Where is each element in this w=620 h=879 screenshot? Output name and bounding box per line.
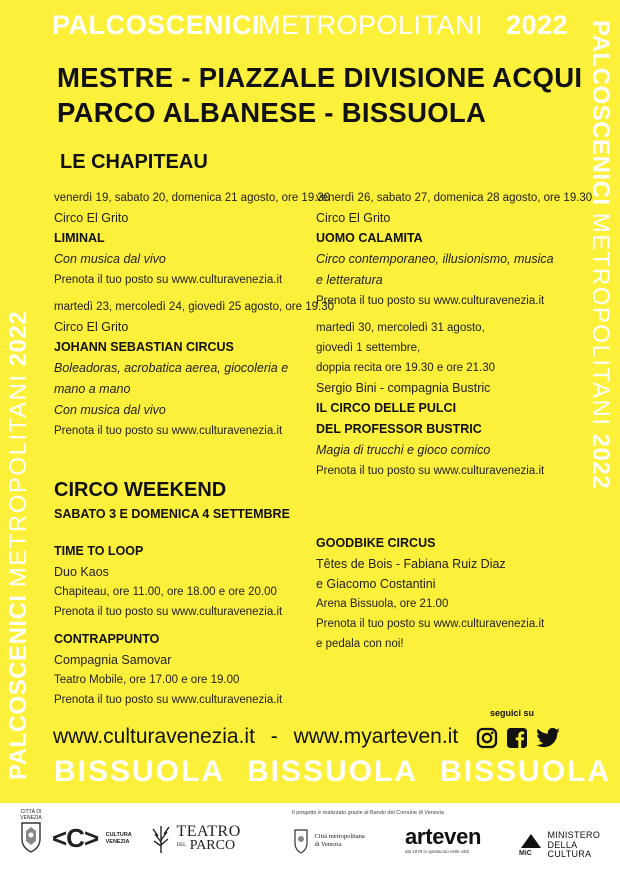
frame-left-word-1: PALCOSCENICI: [5, 594, 32, 780]
social-block: [476, 708, 576, 749]
event-description: Boleadoras, acrobatica aerea, giocoleria e: [54, 361, 289, 375]
event-detail: Chapiteau, ore 11.00, ore 18.00 e ore 20.00: [54, 586, 277, 598]
teatro-label: TEATRO: [176, 822, 241, 840]
frame-top-word-3: 2022: [506, 10, 569, 40]
event-title: TIME TO LOOP: [54, 544, 144, 558]
event-company: Duo Kaos: [54, 565, 109, 579]
ministero-label-3: CULTURA: [547, 849, 592, 859]
event-date: martedì 23, mercoledì 24, giovedì 25 agosto, ore 19.30: [54, 301, 335, 313]
venezia-crest-caption: CITTÀ DI VENEZIA: [20, 809, 42, 821]
booking-link[interactable]: Prenota il tuo posto su www.culturavenezia.it: [54, 274, 283, 286]
citta-metropolitana-logo: [292, 827, 365, 855]
frame-left-band: [5, 311, 33, 780]
event-description: mano a mano: [54, 382, 131, 396]
arteven-logo: [405, 825, 481, 854]
frame-top-word-2: METROPOLITANI: [258, 10, 484, 40]
event-description: Magia di trucchi e gioco comico: [316, 443, 491, 457]
chapiteau-title: LE CHAPITEAU: [60, 151, 208, 173]
event-title: JOHANN SEBASTIAN CIRCUS: [54, 340, 234, 354]
heading-line-1: MESTRE - PIAZZALE DIVISIONE ACQUI: [57, 62, 583, 93]
frame-bottom-word-2: BISSUOLA: [247, 755, 419, 788]
frame-bottom-word-3: BISSUOLA: [440, 755, 612, 788]
event-description: e letteratura: [316, 273, 383, 287]
tree-icon: [150, 824, 172, 854]
frame-left-word-3: 2022: [5, 310, 32, 367]
weekend-left-column: [54, 541, 282, 710]
event-date: giovedì 1 settembre,: [316, 342, 421, 354]
follow-label: seguici su: [489, 708, 534, 718]
twitter-icon[interactable]: [536, 727, 561, 749]
mic-emblem-icon: [519, 832, 543, 850]
venezia-crest-logo: [20, 809, 42, 858]
del-label: DEL: [176, 842, 187, 848]
metro-label-1: Città metropolitana: [314, 833, 365, 840]
event-description: Con musica dal vivo: [54, 252, 166, 266]
venezia-crest-icon: [20, 821, 42, 853]
frame-top-word-1: PALCOSCENICI: [52, 10, 261, 40]
myarteven-link[interactable]: www.myarteven.it: [293, 725, 459, 748]
event-company: Compagnia Samovar: [54, 653, 172, 667]
frame-bottom-band: [54, 755, 620, 789]
event-detail: Teatro Mobile, ore 17.00 e ore 19.00: [54, 674, 240, 686]
weekend-title: CIRCO WEEKEND: [54, 479, 227, 501]
arteven-tagline: dal 1979 lo spettacolo nelle città: [405, 849, 470, 854]
ministero-label-1: MINISTERO: [547, 830, 601, 840]
links-separator: -: [270, 725, 278, 748]
event-title: CONTRAPPUNTO: [54, 632, 160, 646]
chapiteau-right-column: [316, 188, 592, 481]
event-title: LIMINAL: [54, 231, 105, 245]
teatro-del-parco-logo: [150, 824, 241, 854]
event-title: UOMO CALAMITA: [316, 231, 423, 245]
website-links: [53, 725, 458, 749]
heading-line-2: PARCO ALBANESE - BISSUOLA: [57, 97, 487, 128]
metro-crest-icon: [292, 827, 310, 855]
frame-left-word-2: METROPOLITANI: [5, 373, 32, 588]
metro-label-2: di Venezia: [314, 841, 342, 848]
ministero-cultura-logo: [519, 831, 600, 860]
event-company: e Giacomo Costantini: [316, 577, 436, 591]
booking-link[interactable]: Prenota il tuo posto su www.culturavenezia.it: [54, 694, 283, 706]
booking-link[interactable]: Prenota il tuo posto su www.culturavenezia.it: [54, 425, 283, 437]
event-venue: Sergio Bini - compagnia Bustric: [316, 381, 491, 395]
event-company: Têtes de Bois - Fabiana Ruiz Diaz: [316, 557, 506, 571]
mic-label: MiC: [519, 850, 532, 858]
culturavenezia-link[interactable]: www.culturavenezia.it: [53, 725, 255, 748]
event-title: DEL PROFESSOR BUSTRIC: [316, 422, 482, 436]
venezia-label: VENEZIA: [105, 838, 130, 845]
cultura-label: CULTURA: [105, 831, 132, 838]
frame-right-word-2: METROPOLITANI: [587, 212, 614, 427]
weekend-dates: SABATO 3 E DOMENICA 4 SETTEMBRE: [54, 507, 290, 521]
footer: [0, 803, 620, 879]
weekend-right-column: [316, 533, 544, 654]
event-venue: Circo El Grito: [54, 211, 129, 225]
frame-right-word-1: PALCOSCENICI: [587, 20, 614, 206]
event-date: venerdì 26, sabato 27, domenica 28 agosto, ore 19.30: [316, 192, 593, 204]
booking-link[interactable]: Prenota il tuo posto su www.culturavenezia.it: [316, 618, 545, 630]
funding-credit: Il progetto è realizzato grazie al Bando del Comune di Venezia: [292, 810, 444, 816]
frame-right-word-3: 2022: [587, 433, 614, 490]
chapiteau-left-column: [54, 188, 334, 441]
cultura-venezia-logo: [52, 823, 132, 854]
event-description: Circo contemporaneo, illusionismo, musica: [316, 252, 554, 266]
parco-label: PARCO: [189, 838, 236, 854]
ministero-label-2: DELLA: [547, 839, 578, 850]
arteven-wordmark: arteven: [405, 824, 482, 849]
booking-link[interactable]: Prenota il tuo posto su www.culturavenezia.it: [316, 295, 545, 307]
instagram-icon[interactable]: [476, 727, 498, 749]
cultura-mark: <C>: [52, 823, 99, 853]
event-venue: Circo El Grito: [54, 320, 129, 334]
event-detail: Arena Bissuola, ore 21.00: [316, 598, 449, 610]
facebook-icon[interactable]: [506, 727, 528, 749]
event-date: venerdì 19, sabato 20, domenica 21 agosto, ore 19.30: [54, 192, 331, 204]
booking-link[interactable]: Prenota il tuo posto su www.culturavenezia.it: [54, 606, 283, 618]
event-date: martedì 30, mercoledì 31 agosto,: [316, 322, 485, 334]
event-date: doppia recita ore 19.30 e ore 21.30: [316, 362, 496, 374]
frame-top-band: [0, 0, 620, 48]
event-description: Con musica dal vivo: [54, 403, 166, 417]
event-venue: Circo El Grito: [316, 211, 391, 225]
booking-note: e pedala con noi!: [316, 638, 404, 650]
booking-link[interactable]: Prenota il tuo posto su www.culturavenezia.it: [316, 465, 545, 477]
event-title: GOODBIKE CIRCUS: [316, 536, 436, 550]
frame-bottom-word-1: BISSUOLA: [54, 755, 226, 788]
event-title: IL CIRCO DELLE PULCI: [316, 401, 457, 415]
